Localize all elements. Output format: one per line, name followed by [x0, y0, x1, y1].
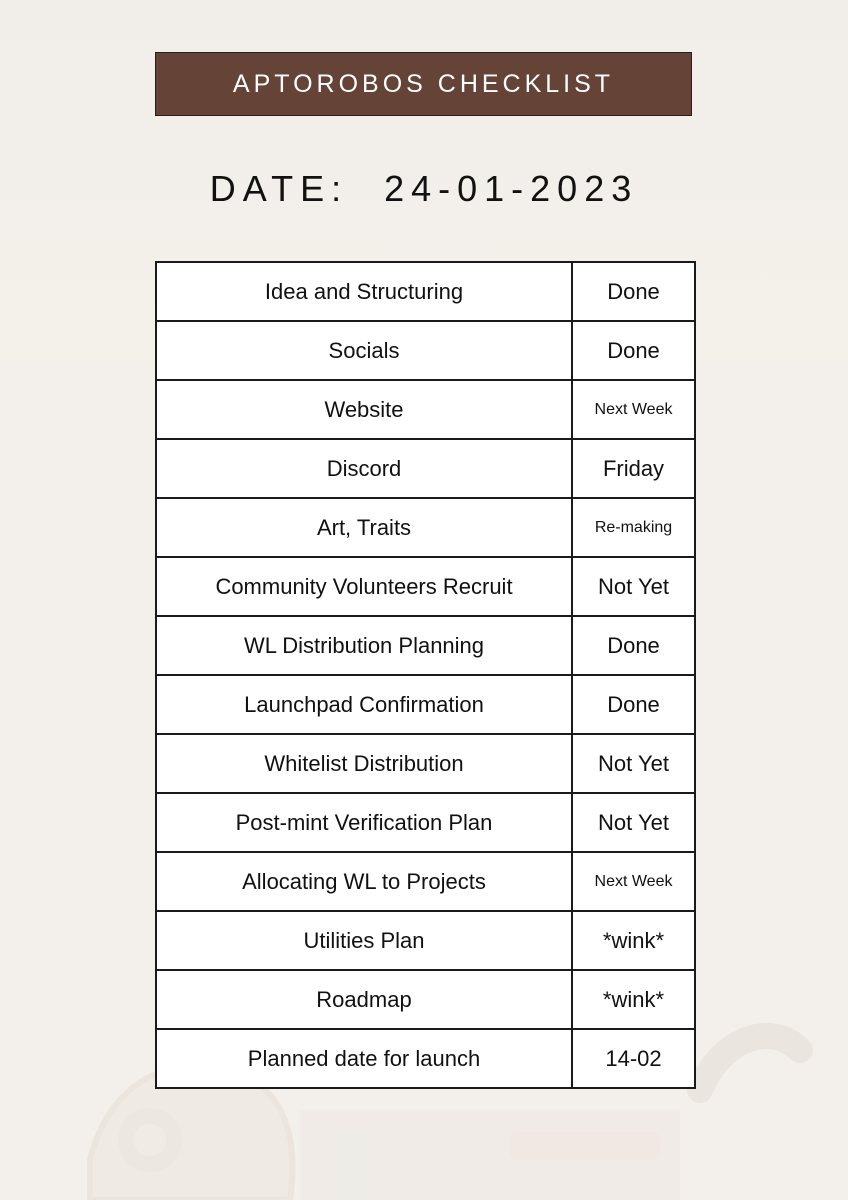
table-row	[156, 911, 695, 970]
date-label: DATE:	[209, 168, 349, 209]
task-cell: WL Distribution Planning	[156, 616, 572, 675]
status-cell: *wink*	[572, 911, 695, 970]
task-cell: Planned date for launch	[156, 1029, 572, 1088]
status-cell: Not Yet	[572, 557, 695, 616]
task-cell: Discord	[156, 439, 572, 498]
status-cell: Friday	[572, 439, 695, 498]
task-cell: Idea and Structuring	[156, 262, 572, 321]
task-cell: Website	[156, 380, 572, 439]
checklist-title-banner	[155, 52, 692, 116]
date-line	[0, 168, 848, 210]
task-cell: Utilities Plan	[156, 911, 572, 970]
status-cell: Done	[572, 675, 695, 734]
task-cell: Allocating WL to Projects	[156, 852, 572, 911]
task-cell: Whitelist Distribution	[156, 734, 572, 793]
table-row	[156, 675, 695, 734]
status-cell: Next Week	[572, 380, 695, 439]
table-row	[156, 1029, 695, 1088]
status-cell: *wink*	[572, 970, 695, 1029]
status-cell: 14-02	[572, 1029, 695, 1088]
table-row	[156, 616, 695, 675]
table-row	[156, 380, 695, 439]
table-row	[156, 557, 695, 616]
table-row	[156, 734, 695, 793]
table-row	[156, 498, 695, 557]
status-cell: Done	[572, 262, 695, 321]
date-value: 24-01-2023	[384, 168, 639, 209]
task-cell: Launchpad Confirmation	[156, 675, 572, 734]
checklist-table	[155, 261, 696, 1089]
table-row	[156, 262, 695, 321]
table-row	[156, 439, 695, 498]
task-cell: Socials	[156, 321, 572, 380]
status-cell: Done	[572, 321, 695, 380]
task-cell: Roadmap	[156, 970, 572, 1029]
table-row	[156, 852, 695, 911]
table-row	[156, 793, 695, 852]
status-cell: Re-making	[572, 498, 695, 557]
task-cell: Community Volunteers Recruit	[156, 557, 572, 616]
table-row	[156, 321, 695, 380]
status-cell: Done	[572, 616, 695, 675]
task-cell: Art, Traits	[156, 498, 572, 557]
status-cell: Next Week	[572, 852, 695, 911]
task-cell: Post-mint Verification Plan	[156, 793, 572, 852]
status-cell: Not Yet	[572, 734, 695, 793]
status-cell: Not Yet	[572, 793, 695, 852]
checklist-title: APTOROBOS CHECKLIST	[232, 69, 615, 98]
table-row	[156, 970, 695, 1029]
